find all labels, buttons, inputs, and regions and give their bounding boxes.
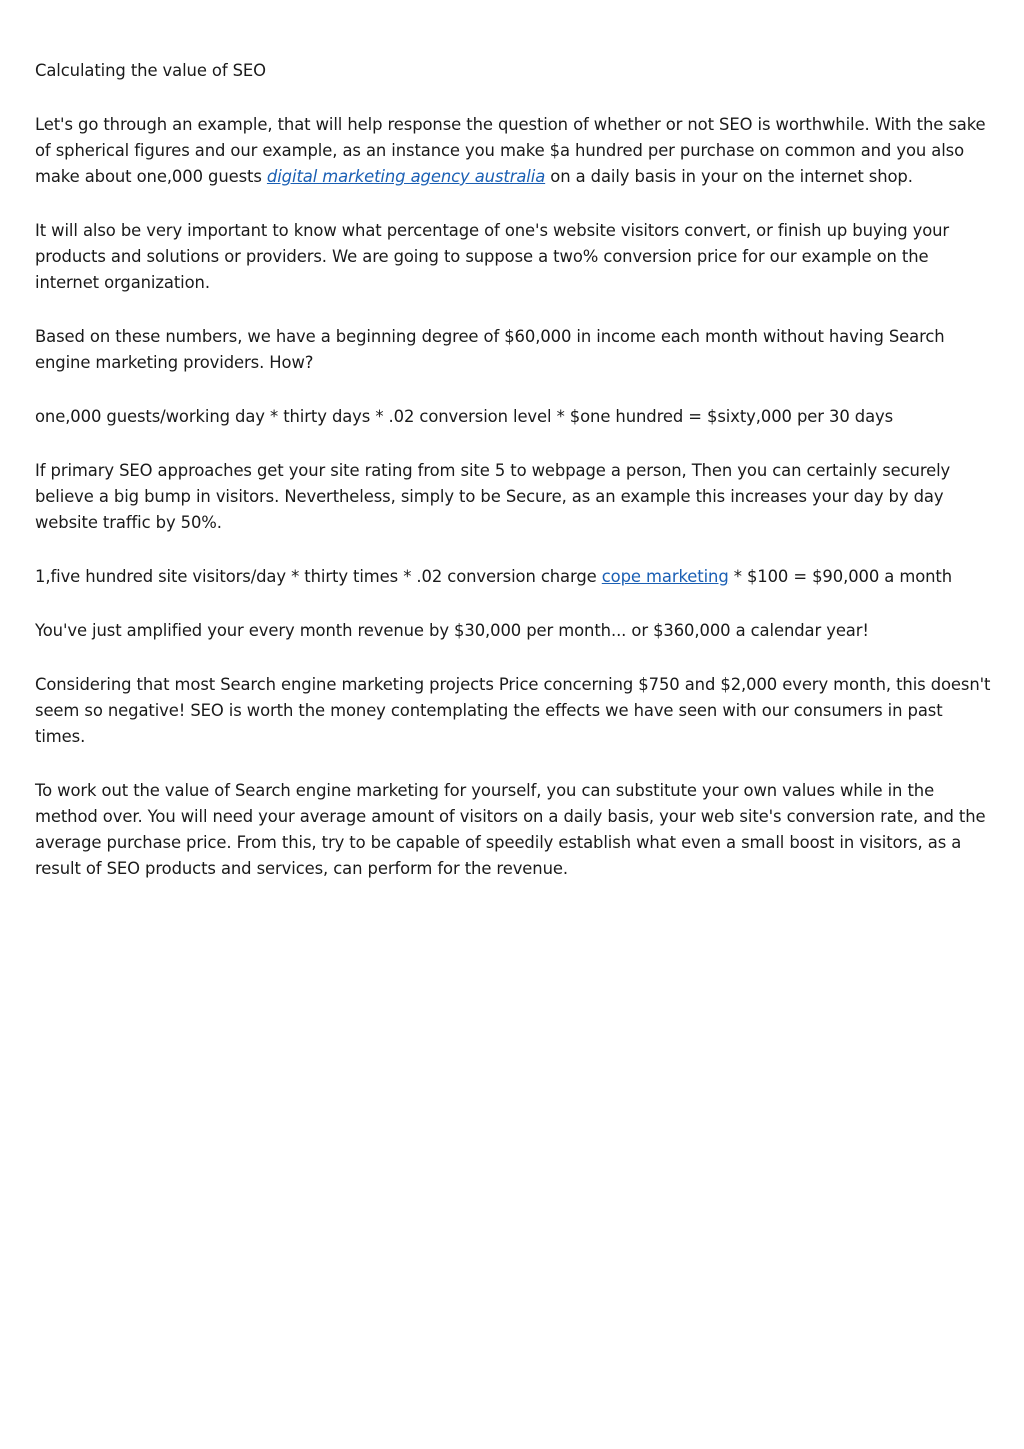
paragraph-traffic-increase: If primary SEO approaches get your site rating from site 5 to webpage a person, Then you can certainly securely believe a big bump in visitors. Nevertheless, simply to be Secure, as an example this increases your day by day website traffic by 50%.	[35, 461, 951, 532]
cope-marketing-link[interactable]: cope marketing	[601, 567, 729, 586]
paragraph-text: 1,five hundred site visitors/day * thirty times * .02 conversion charge	[35, 567, 602, 586]
paragraph-example-intro	[35, 112, 995, 190]
paragraph-baseline: Based on these numbers, we have a beginning degree of $60,000 in income each month without having Search engine marketing providers. How?	[35, 327, 945, 372]
paragraph-conclusion: To work out the value of Search engine marketing for yourself, you can substitute your own values while in the method over. You will need your average amount of visitors on a daily basis, your web site's conversion rate, and the average purchase price. From this, try to be capable of speedily establish what even a small boost in visitors, as a result of SEO products and services, can perform for the revenue.	[35, 781, 986, 878]
paragraph-text: * $100 = $90,000 a month	[728, 567, 953, 586]
paragraph-formula-increased	[35, 564, 995, 590]
document-body	[35, 58, 995, 910]
paragraph-formula-baseline: one,000 guests/working day * thirty days * .02 conversion level * $one hundred = $sixty,000 per 30 days	[35, 407, 894, 426]
document-title: Calculating the value of SEO	[35, 61, 266, 80]
paragraph-revenue-gain: You've just amplified your every month revenue by $30,000 per month... or $360,000 a calendar year!	[35, 621, 869, 640]
paragraph-conversion: It will also be very important to know what percentage of one's website visitors convert, or finish up buying your products and solutions or providers. We are going to suppose a two% conversion price for our example on the internet organization.	[35, 221, 950, 292]
paragraph-text: on a daily basis in your on the internet shop.	[545, 167, 913, 186]
paragraph-cost: Considering that most Search engine marketing projects Price concerning $750 and $2,000 every month, this doesn't seem so negative! SEO is worth the money contemplating the effects we have seen with our consumers in past times.	[35, 675, 991, 746]
paragraph-text: Let's go through an example, that will help response the question of whether or not SEO is worthwhile. With the sake of spherical figures and our example, as an instance you make $a hundred per purchase on common and you also make about one,000 guests	[35, 115, 986, 186]
digital-marketing-agency-link[interactable]: digital marketing agency australia	[266, 167, 546, 186]
